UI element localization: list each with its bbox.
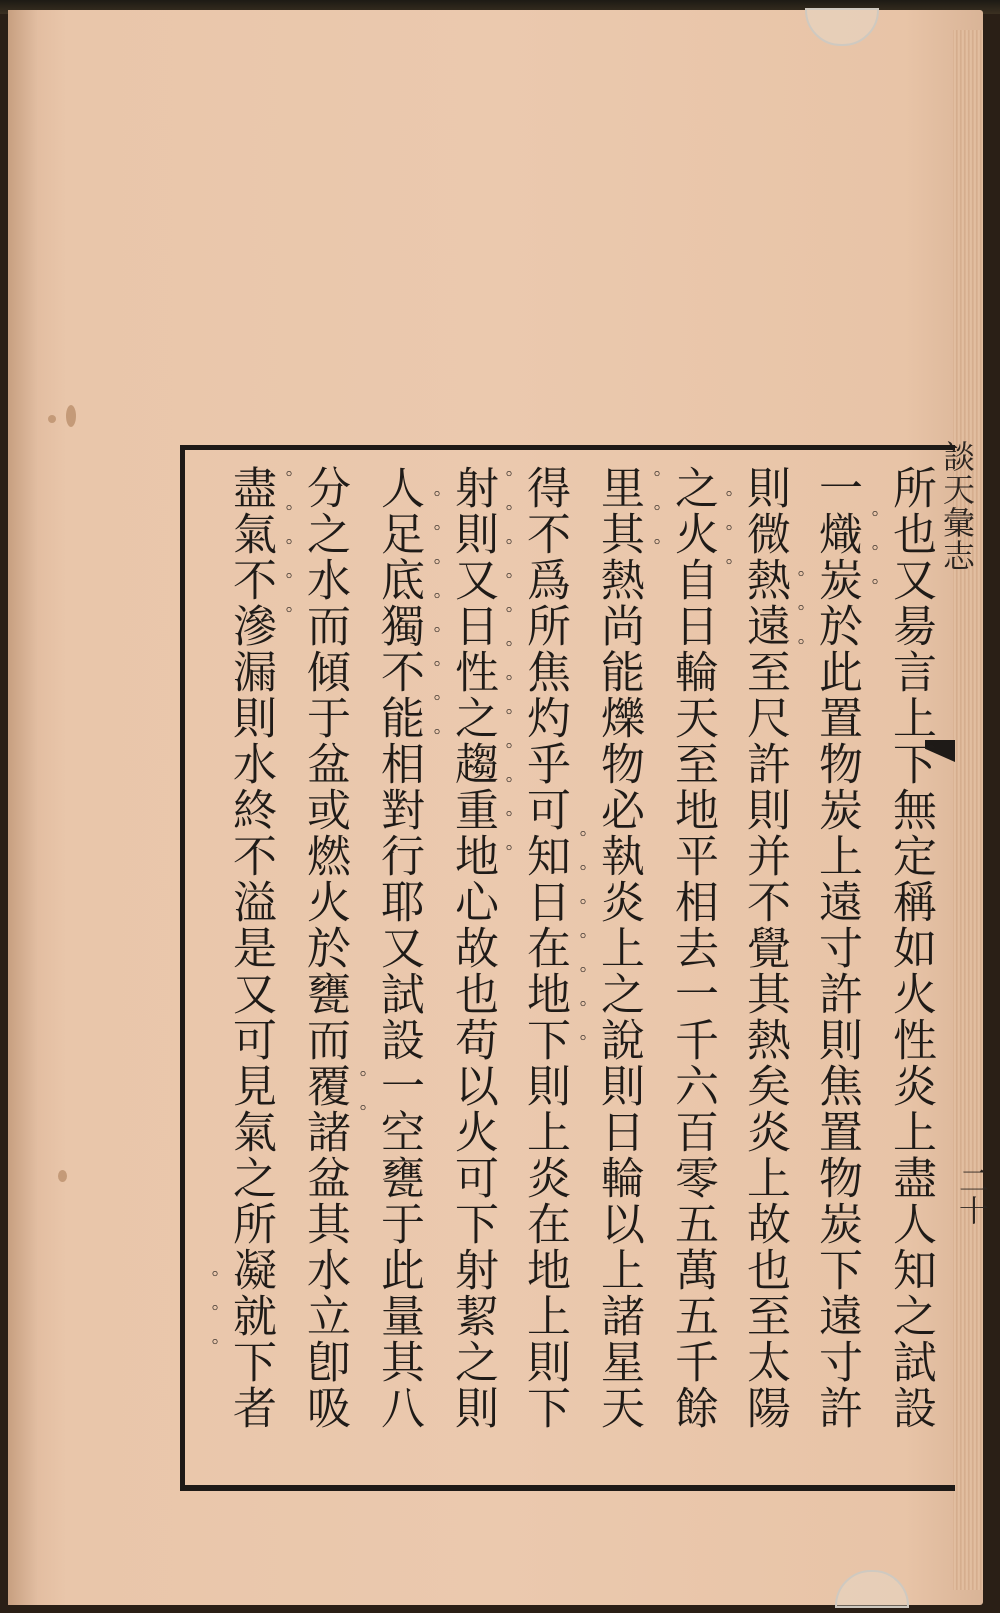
punctuation-circles: 。。 (346, 1070, 367, 1147)
column-text: 所也又昜言上下無定稱如火性炎上盡人知之試設 (885, 465, 936, 1431)
column-text: 里其熱尚能爍物必執炎上之說則日輪以上諸星天 (593, 465, 644, 1431)
punctuation-circles: 。。。。。。。。。。。。 (492, 470, 513, 887)
punctuation-circles: 。。。 (858, 510, 879, 621)
column-text: 射則又日性之趨重地心故也苟以火可下射絜之則 (447, 465, 498, 1431)
text-column-4 (657, 465, 727, 1431)
punctuation-circles: 。。。 (712, 490, 733, 601)
column-text: 則微熱遠至尺許則并不覺其熱矣炎上故也至太陽 (739, 465, 790, 1431)
text-column-1 (875, 465, 945, 1431)
column-text: 分之水而傾于盆或燃火於甕而覆諸盆其水立卽吸 (299, 465, 350, 1431)
column-text: 得不爲所焦灼乎可知日在地下則上炎在地上則下 (519, 465, 570, 1431)
punctuation-circles: 。。。 (198, 1270, 219, 1381)
column-text: 一熾炭於此置物炭上遠寸許則焦置物炭下遠寸許 (811, 465, 862, 1431)
punctuation-circles: 。。。。。 (272, 470, 293, 649)
page-gutter (8, 10, 38, 1605)
punctuation-circles: 。。。。。。。 (566, 830, 587, 1077)
column-text: 人足底獨不能相對行耶又試設一空甕于此量其八 (373, 465, 424, 1431)
binding-hole (66, 405, 76, 427)
binding-hole (48, 415, 56, 423)
text-column-9 (289, 465, 359, 1431)
page-number: 二十 (953, 1165, 988, 1225)
text-column-5 (583, 465, 653, 1431)
punctuation-circles: 。。。。。。。。 (420, 490, 441, 771)
binding-hole (58, 1170, 67, 1182)
banxin-title: 談天彙志 (938, 440, 976, 572)
punctuation-circles: 。。。 (640, 470, 661, 581)
page-stack-edge (953, 30, 983, 1590)
column-text: 之火自日輪天至地平相去一千六百零五萬五千餘 (667, 465, 718, 1431)
text-frame (180, 445, 955, 1491)
column-text: 盡氣不滲漏則水終不溢是又可見氣之所凝就下者 (225, 465, 276, 1431)
punctuation-circles: 。。。 (784, 570, 805, 681)
